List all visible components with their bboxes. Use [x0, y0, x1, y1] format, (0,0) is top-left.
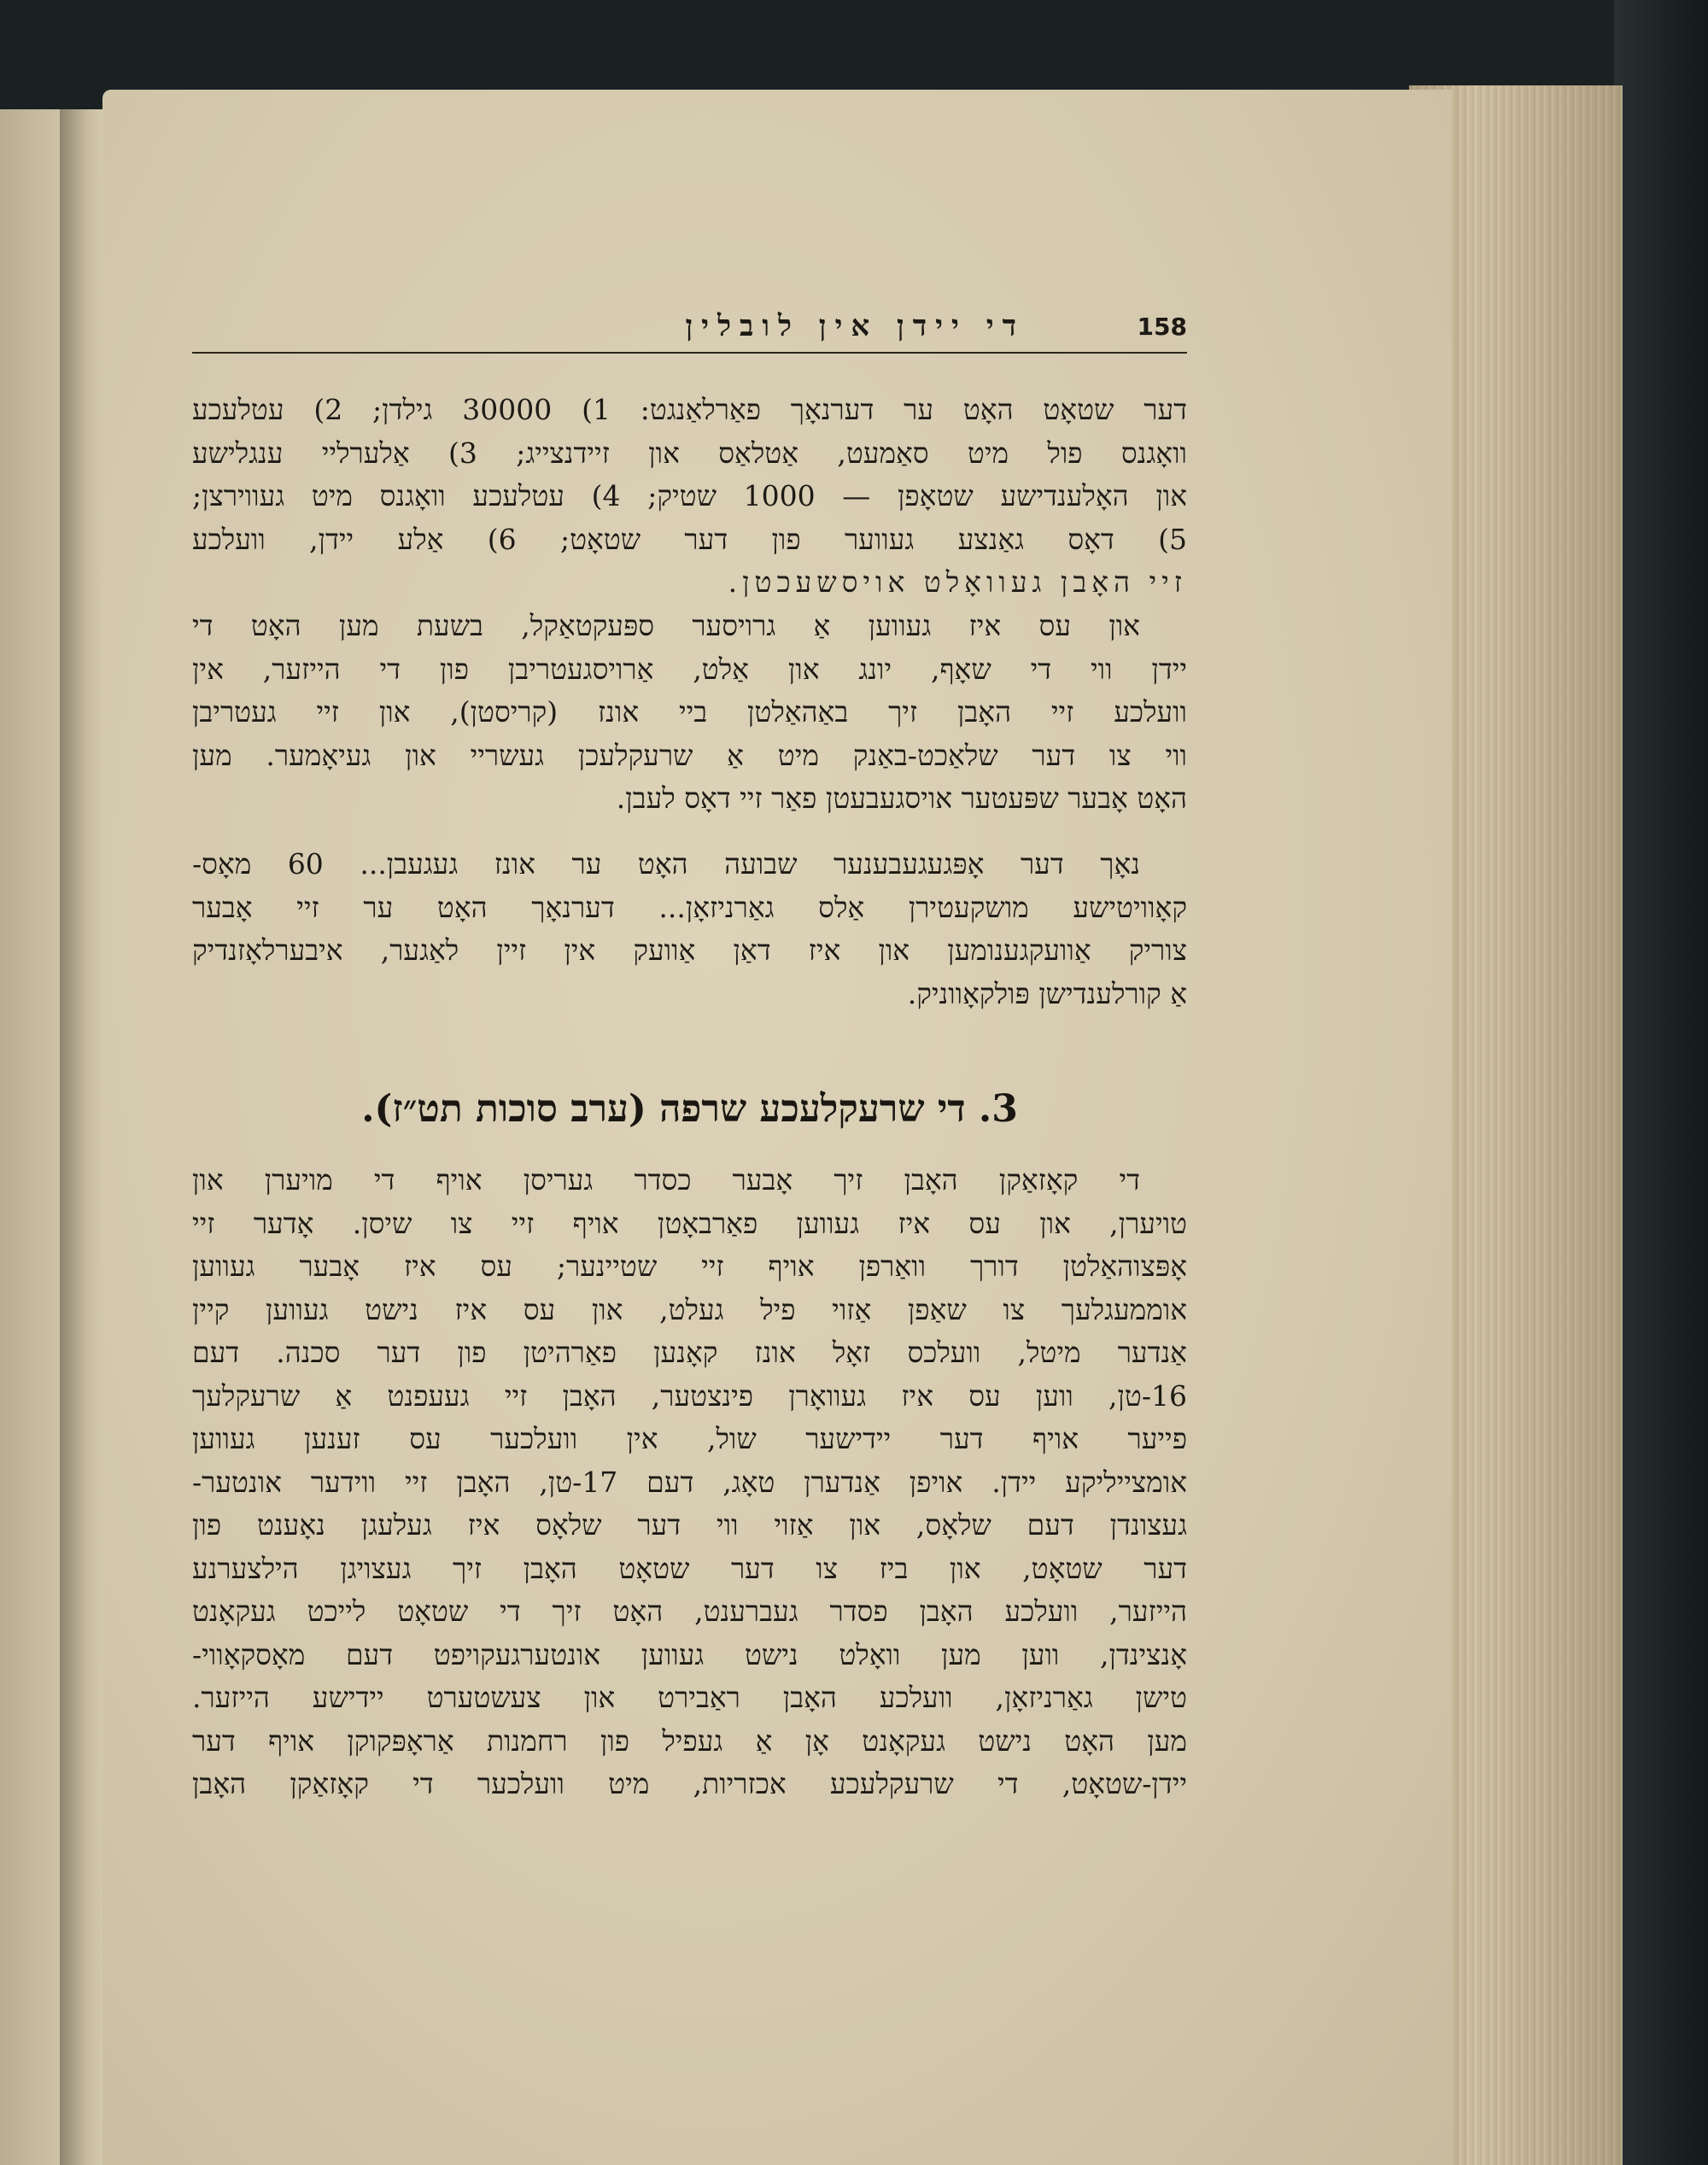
paragraph-spectacle [192, 605, 1187, 821]
text-line: דער שטאָט, און ביז צו דער שטאָט האָבן זיך געצויגן הילצערנע [192, 1551, 1187, 1585]
paragraph-demands [192, 389, 1187, 605]
text-line: יידן-שטאָט, די שרעקלעכע אכזריות, מיט וועלכער די קאָזאַקן האָבן [192, 1767, 1187, 1800]
text-line: אומצייליקע יידן. אויפן אַנדערן טאָג, דעם 17-טן, האָבן זיי ווידער אונטער- [192, 1465, 1187, 1499]
text-line: צוריק אַוועקגענומען און איז דאַן אַוועק אין זיין לאַגער, איבערלאָזנדיק [192, 933, 1187, 967]
text-line: געצונדן דעם שלאָס, און אַזוי ווי דער שלאָס איז געלעגן נאָענט פון [192, 1508, 1187, 1542]
text-line: אָפּצוהאַלטן דורך וואַרפן אויף זיי שטיינער; עס איז אָבער געווען [192, 1249, 1187, 1283]
running-header [192, 309, 1187, 352]
text-line: טישן גאַרניזאָן, וועלכע האָבן ראַבירט און צעשטערט יידישע הייזער. [192, 1681, 1187, 1714]
paragraph-fire [192, 1159, 1187, 1806]
text-line: האָט אָבער שפּעטער אויסגעבעטן פאַר זיי דאָס לעבן. [616, 781, 1187, 815]
text-line: קאָוויטישע מושקעטירן אַלס גאַרניזאָן... דערנאָך האָט ער זיי אָבער [192, 890, 1187, 924]
text-line: דער שטאָט האָט ער דערנאָך פאַרלאַנגט: 1) 30000 גילדן; 2) עטלעכע [192, 393, 1187, 426]
text-line: טויערן, און עס איז געווען פאַרבאָטן אויף זיי צו שיסן. אָדער זיי [192, 1206, 1187, 1240]
section-heading: 3. די שרעקלעכע שרפה (ערב סוכות תט״ז). [361, 1087, 1018, 1131]
text-line: און האָלענדישע שטאָפן — 1000 שטיק; 4) עטלעכע וואָגנס מיט געווירצן; [192, 479, 1187, 512]
text-line: הייזער, וועלכע האָבן פסדר געברענט, האָט זיך די שטאָט לייכט געקאָנט [192, 1594, 1187, 1628]
text-line: 16-טן, ווען עס איז געוואָרן פינצטער, האָבן זיי געעפנט אַ שרעקלעך [192, 1378, 1187, 1413]
text-line: פייער אויף דער יידישער שול, אין וועלכער עס זענען געווען [192, 1422, 1187, 1455]
text-line: ווי צו דער שלאַכט-באַנק מיט אַ שרעקלעכן געשריי און געיאָמער. מען [192, 738, 1187, 772]
text-line: די קאָזאַקן האָבן זיך אָבער כסדר געריסן אויף די מויערן און [192, 1163, 1140, 1197]
book-cover-edge [1614, 0, 1708, 2165]
text-line: וואָגנס פול מיט סאַמעט, אַטלאַס און זיידנצייג; 3) אַלערליי ענגלישע [192, 436, 1187, 470]
text-line: 5) דאָס גאַנצע געווער פון דער שטאָט; 6) אַלע יידן, וועלכע [192, 522, 1187, 556]
text-line: אוממעגלעך צו שאַפן אַזוי פיל געלט, און עס איז נישט געווען קיין [192, 1292, 1187, 1326]
text-line: מען האָט נישט געקאָנט אָן אַ געפיל פון רחמנות אַראָפּקוקן אויף דער [192, 1723, 1187, 1758]
text-line: וועלכע זיי האָבן זיך באַהאַלטן ביי אונז (קריסטן), און זיי געטריבן [192, 695, 1187, 728]
text-line: אָנצינדן, ווען מען וואָלט נישט געווען אונטערגעקויפט דעם מאָסקאָווי- [192, 1637, 1187, 1671]
header-rule [192, 352, 1187, 354]
text-line: זיי האָבן געוואָלט אויסשעכטן. [728, 565, 1187, 599]
text-line: נאָך דער אָפּגעגעבענער שבועה האָט ער אונז געגעבן... 60 מאָס- [192, 847, 1140, 881]
text-line: אַנדער מיטל, וועלכס זאָל אונז קאָנען פאַרהיטן פון דער סכנה. דעם [192, 1336, 1187, 1369]
text-line: יידן ווי די שאָף, יונג און אַלט, אַרויסגעטריבן פון די הייזער, אין [192, 652, 1187, 686]
running-title: די יידן אין לובלין [685, 309, 1025, 343]
text-line: און עס איז געווען אַ גרויסער ספּעקטאַקל, בשעת מען האָט די [192, 609, 1140, 642]
text-line: אַ קורלענדישן פּולקאָווניק. [907, 976, 1187, 1010]
page-number: 158 [1137, 313, 1187, 341]
paragraph-oath [192, 843, 1187, 1015]
